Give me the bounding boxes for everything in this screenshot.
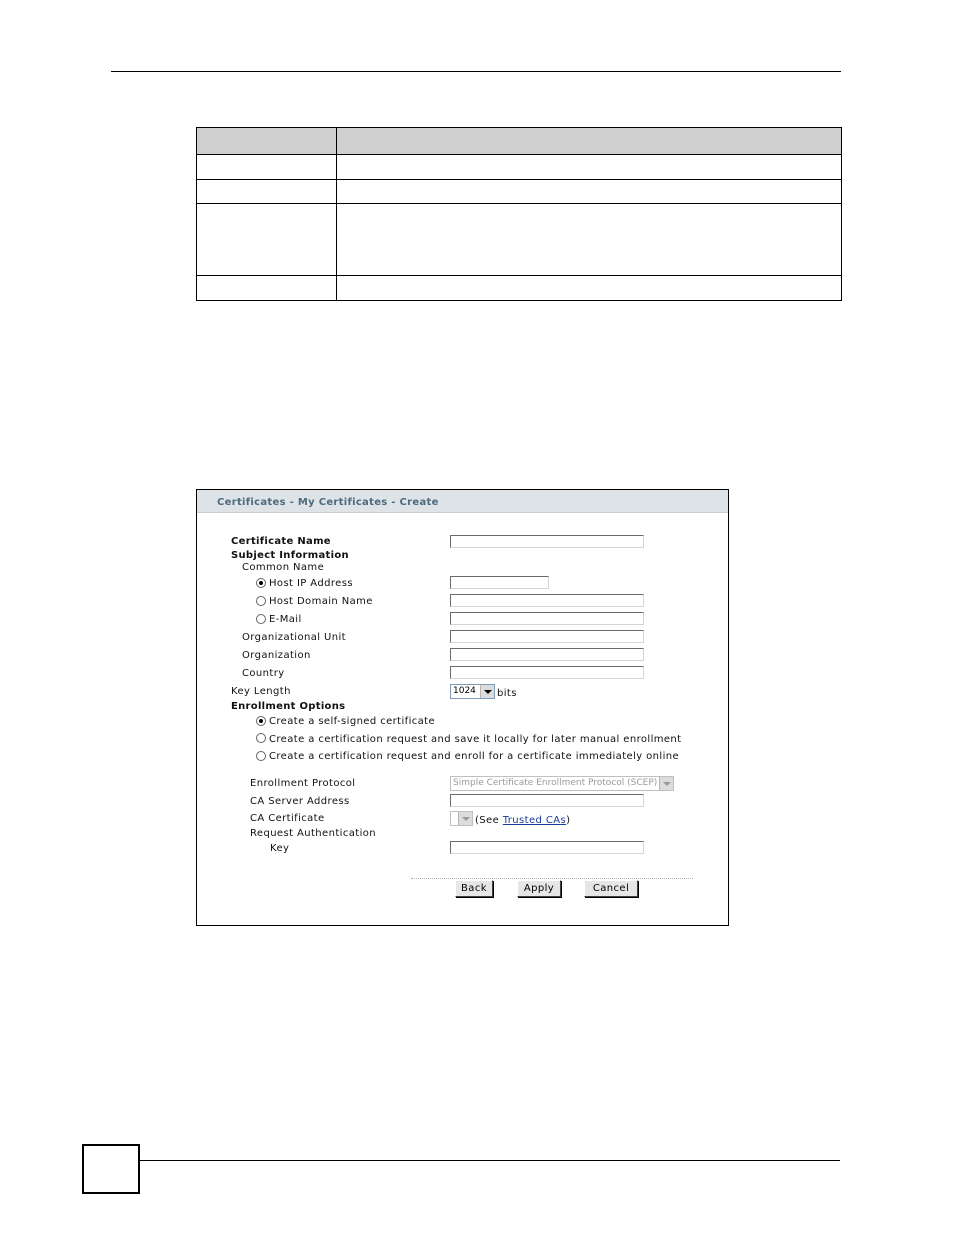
enroll-online-label: Create a certification request and enroll for a certificate immediately online [269,751,680,762]
email-radio[interactable] [256,614,266,624]
save-locally-label: Create a certification request and save it locally for later manual enrollment [269,734,682,745]
page-number-box [82,1144,140,1194]
table-row [197,180,842,204]
host-domain-radio[interactable] [256,596,266,606]
key-length-select[interactable] [450,684,495,699]
common-name-label: Common Name [242,562,325,573]
request-authentication-label: Request Authentication [250,828,377,839]
ca-certificate-label: CA Certificate [250,813,325,824]
enrollment-options-label: Enrollment Options [231,701,346,712]
enrollment-protocol-select[interactable] [450,776,674,791]
chevron-down-icon [659,777,673,790]
key-length-unit: bits [497,688,517,699]
see-suffix: ) [566,815,571,826]
key-length-label: Key Length [231,686,291,697]
email-label: E-Mail [269,614,302,625]
host-ip-label: Host IP Address [269,578,353,589]
self-signed-radio[interactable] [256,716,266,726]
email-input[interactable] [450,612,644,625]
table-row [197,155,842,180]
subject-information-label: Subject Information [231,550,349,561]
ca-certificate-select[interactable] [450,811,473,826]
organization-label: Organization [242,650,311,661]
divider [411,878,693,879]
country-input[interactable] [450,666,644,679]
enroll-online-radio[interactable] [256,751,266,761]
back-button[interactable]: Back [455,880,493,897]
certificate-name-label: Certificate Name [231,536,331,547]
key-label: Key [270,843,290,854]
panel-title: Certificates - My Certificates - Create [197,490,728,513]
chevron-down-icon [480,685,494,698]
cancel-button[interactable]: Cancel [584,880,638,897]
host-ip-input[interactable] [450,576,549,589]
table-row [197,276,842,301]
org-unit-input[interactable] [450,630,644,643]
certificate-name-input[interactable] [450,535,644,548]
see-trusted-cas [475,815,570,827]
country-label: Country [242,668,285,679]
ca-server-input[interactable] [450,794,644,807]
description-table [196,127,842,301]
self-signed-label: Create a self-signed certificate [269,716,436,727]
table-row [197,204,842,276]
apply-button[interactable]: Apply [517,880,561,897]
host-domain-input[interactable] [450,594,644,607]
save-locally-radio[interactable] [256,733,266,743]
footer-rule [140,1160,840,1161]
header-rule [111,71,841,72]
chevron-down-icon [458,812,472,825]
host-ip-radio[interactable] [256,578,266,588]
org-unit-label: Organizational Unit [242,632,346,643]
create-certificate-panel [196,489,729,926]
see-prefix: (See [475,815,503,826]
enrollment-protocol-label: Enrollment Protocol [250,778,356,789]
trusted-cas-link[interactable]: Trusted CAs [502,815,567,826]
host-domain-label: Host Domain Name [269,596,373,607]
enrollment-protocol-value: Simple Certificate Enrollment Protocol (SCEP) [453,778,658,788]
table-header-row [197,128,842,155]
organization-input[interactable] [450,648,644,661]
ca-server-label: CA Server Address [250,796,350,807]
key-input[interactable] [450,841,644,854]
key-length-value: 1024 [453,686,476,696]
